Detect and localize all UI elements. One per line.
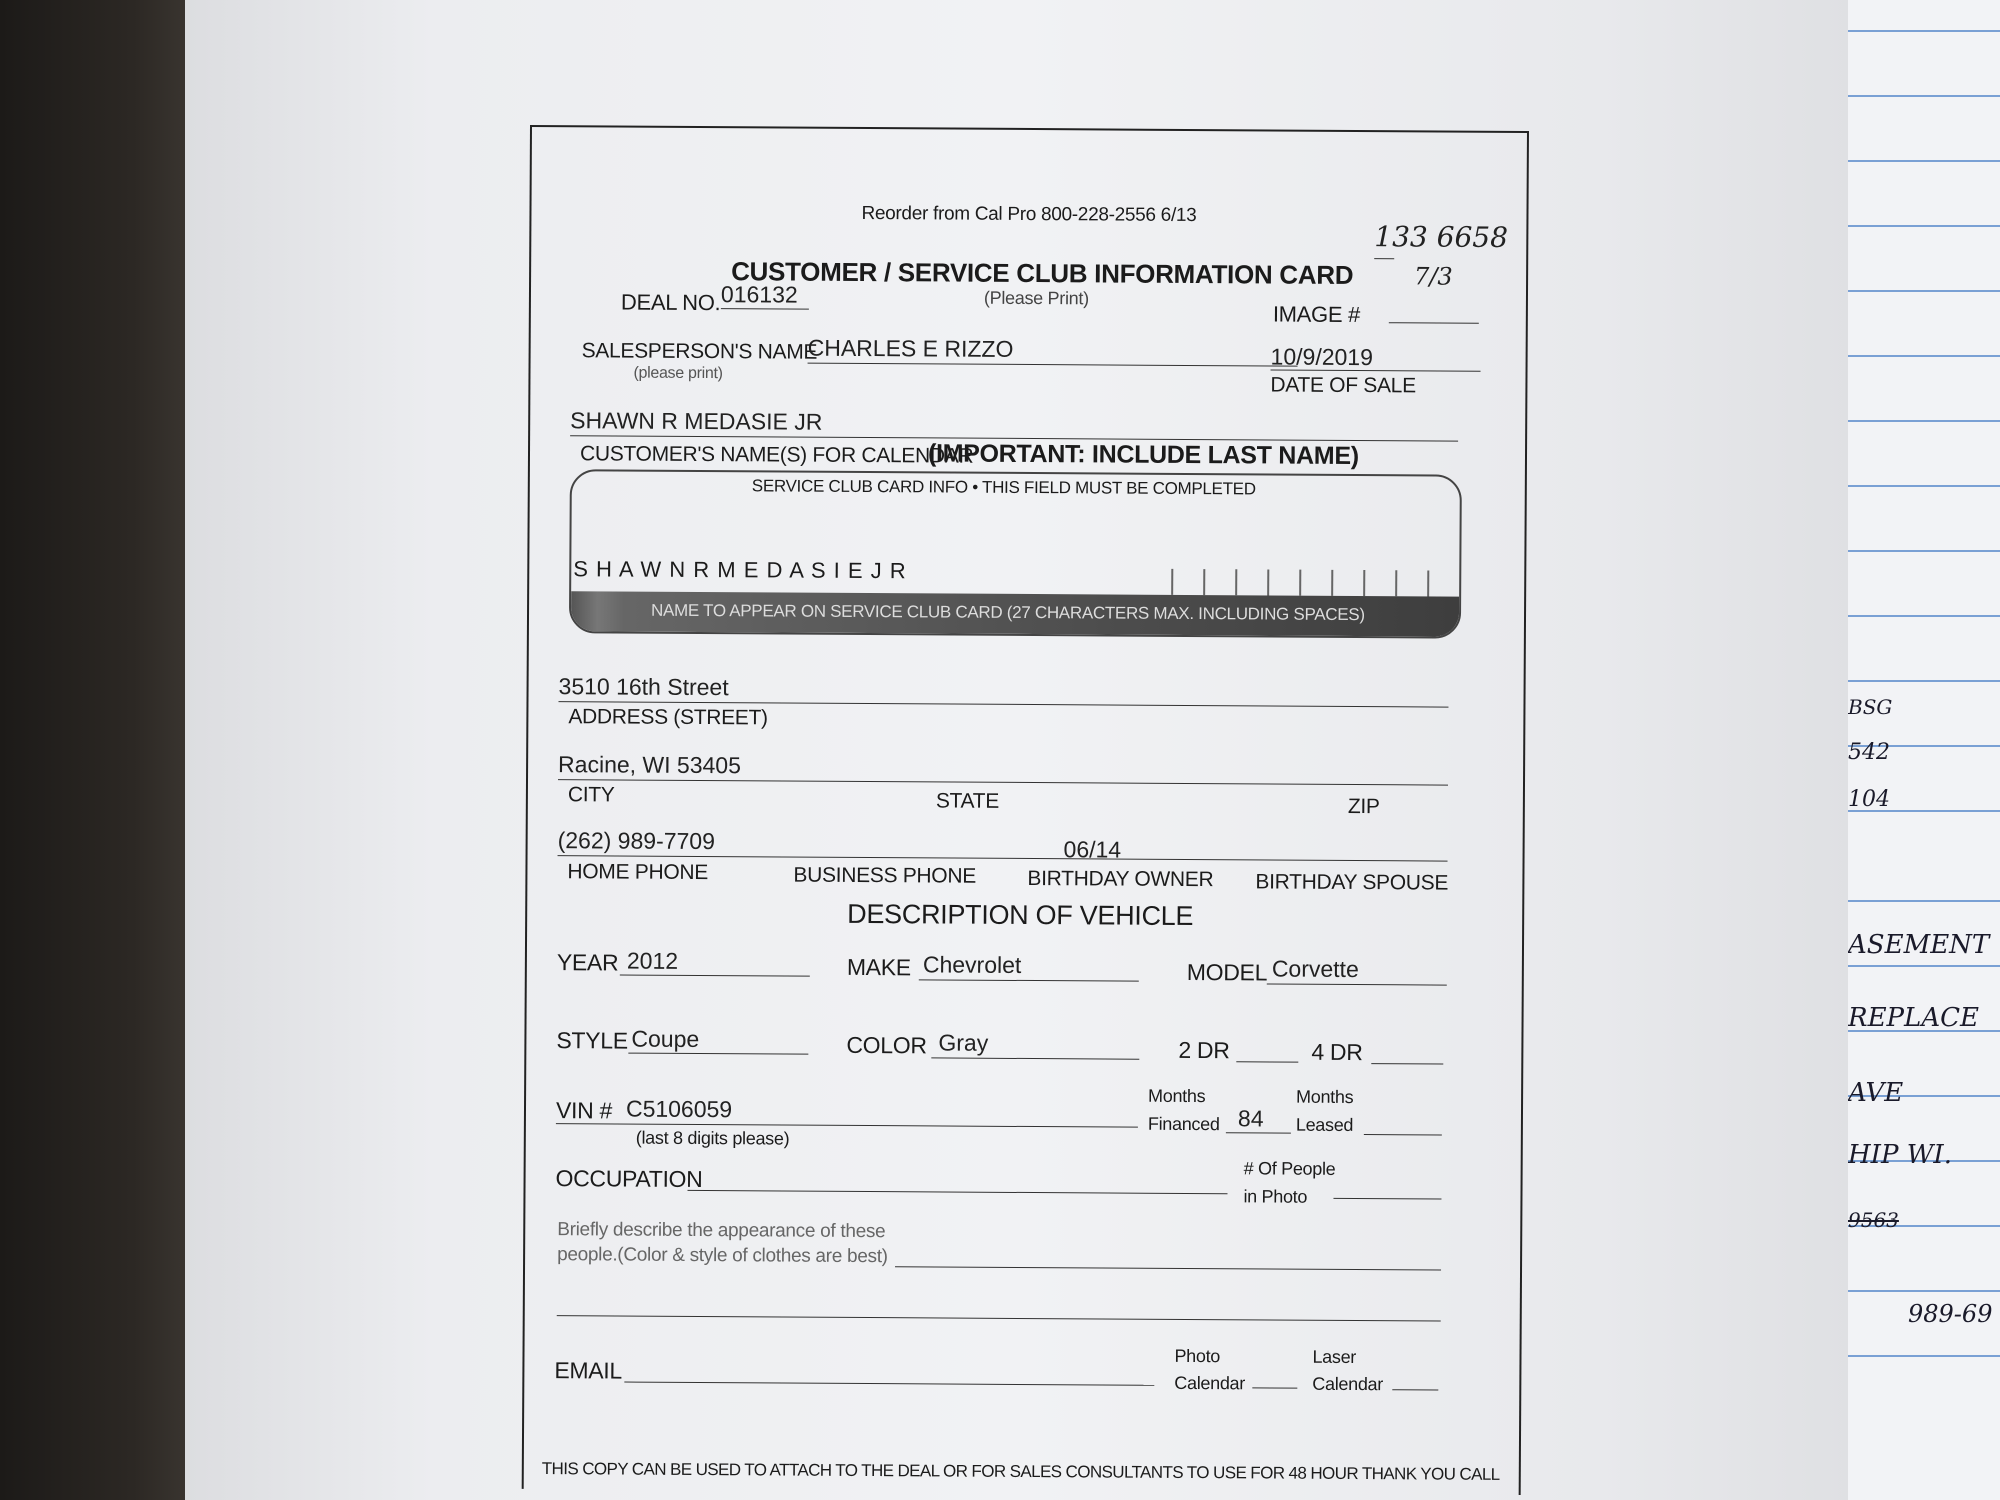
zip-label: ZIP <box>1347 794 1380 819</box>
birthday-owner-label: BIRTHDAY OWNER <box>1027 867 1214 892</box>
notebook-scribble: 989-69 <box>1908 1300 1993 1328</box>
card-name-characters: S H A W N R M E D A S I E J R <box>573 556 907 584</box>
notebook-scribble: REPLACE <box>1848 1003 1979 1033</box>
state-label: STATE <box>935 789 1000 813</box>
style-value: Coupe <box>631 1025 700 1052</box>
home-phone-value: (262) 989-7709 <box>557 827 716 855</box>
photo-label: Photo <box>1174 1345 1221 1367</box>
customer-name-label: CUSTOMER'S NAME(S) FOR CALENDAR <box>579 442 974 468</box>
notebook-scribble: BSG <box>1848 695 1893 719</box>
vin-value: C5106059 <box>625 1095 733 1123</box>
card-name-bar <box>571 591 1459 636</box>
make-label: MAKE <box>846 953 911 981</box>
photo-calendar-label: Calendar <box>1174 1372 1246 1394</box>
handwritten-page: 7/3 <box>1414 262 1453 291</box>
dark-background <box>0 0 190 1500</box>
leased-label: Leased <box>1295 1114 1354 1135</box>
notebook-scribble: 9563 <box>1848 1208 1899 1232</box>
style-label: STYLE <box>556 1027 628 1054</box>
date-of-sale-label: DATE OF SALE <box>1270 373 1416 398</box>
describe-line-1: Briefly describe the appearance of these <box>557 1219 886 1243</box>
business-phone-label: BUSINESS PHONE <box>793 863 977 888</box>
deal-no-value: 016132 <box>720 281 798 308</box>
occupation-label: OCCUPATION <box>555 1165 703 1193</box>
notebook-scribble: AVE <box>1848 1078 1904 1108</box>
notebook-scribble: ASEMENT <box>1848 930 1990 960</box>
vin-label: VIN # <box>555 1097 613 1124</box>
color-label: COLOR <box>846 1031 927 1059</box>
color-value: Gray <box>938 1029 989 1056</box>
laser-label: Laser <box>1312 1346 1357 1368</box>
people-label: # Of People <box>1243 1158 1336 1179</box>
model-label: MODEL <box>1186 958 1268 986</box>
form-title: CUSTOMER / SERVICE CLUB INFORMATION CARD <box>731 256 1354 290</box>
vehicle-heading: DESCRIPTION OF VEHICLE <box>847 898 1194 932</box>
customer-name-value: SHAWN R MEDASIE JR <box>570 407 823 435</box>
date-of-sale-value: 10/9/2019 <box>1270 343 1374 371</box>
year-label: YEAR <box>556 949 619 976</box>
reorder-note: Reorder from Cal Pro 800-228-2556 6/13 <box>861 202 1197 227</box>
email-label: EMAIL <box>554 1357 623 1384</box>
handwritten-number: 133 6658 <box>1374 220 1509 254</box>
city-label: CITY <box>567 783 615 807</box>
city-state-zip-value: Racine, WI 53405 <box>558 751 742 779</box>
salesperson-label: SALESPERSON'S NAME <box>581 339 818 364</box>
deal-no-label: DEAL NO. <box>620 289 721 316</box>
image-label: IMAGE # <box>1272 301 1361 328</box>
in-photo-label: in Photo <box>1243 1186 1308 1207</box>
notebook-page <box>1848 0 2000 1500</box>
birthday-owner-value: 06/14 <box>1063 836 1122 863</box>
notebook-scribble: 104 <box>1848 787 1890 812</box>
make-value: Chevrolet <box>922 951 1022 978</box>
model-value: Corvette <box>1271 955 1359 983</box>
please-print-note: (Please Print) <box>983 287 1089 309</box>
service-club-card-box <box>569 469 1462 638</box>
home-phone-label: HOME PHONE <box>567 860 709 885</box>
year-value: 2012 <box>626 947 679 974</box>
vin-sub: (last 8 digits please) <box>635 1127 790 1149</box>
two-door-label: 2 DR <box>1178 1036 1230 1064</box>
footer-note: THIS COPY CAN BE USED TO ATTACH TO THE DEAL OR FOR SALES CONSULTANTS TO USE FOR 48 HOUR THANK YOU CALL <box>541 1459 1500 1484</box>
salesperson-value: CHARLES E RIZZO <box>807 334 1014 362</box>
months-leased-label-top: Months <box>1296 1086 1354 1107</box>
months-financed-value: 84 <box>1237 1105 1264 1132</box>
four-door-label: 4 DR <box>1311 1038 1363 1066</box>
laser-calendar-label: Calendar <box>1312 1373 1384 1395</box>
customer-info-card <box>522 125 1529 1495</box>
important-note: (IMPORTANT: INCLUDE LAST NAME) <box>927 439 1359 471</box>
describe-line-2: people.(Color & style of clothes are best) <box>557 1244 888 1268</box>
financed-label: Financed <box>1147 1113 1220 1135</box>
address-value: 3510 16th Street <box>558 673 729 701</box>
salesperson-sub: (please print) <box>633 364 723 383</box>
notebook-scribble: HIP WI. <box>1848 1140 1952 1170</box>
birthday-spouse-label: BIRTHDAY SPOUSE <box>1255 870 1449 895</box>
address-label: ADDRESS (STREET) <box>568 705 768 730</box>
months-financed-label-top: Months <box>1148 1085 1206 1107</box>
card-info-label: SERVICE CLUB CARD INFO • THIS FIELD MUST BE COMPLETED <box>751 476 1256 499</box>
notebook-scribble: 542 <box>1848 740 1890 765</box>
card-bar-text: NAME TO APPEAR ON SERVICE CLUB CARD (27 CHARACTERS MAX. INCLUDING SPACES) <box>650 600 1365 625</box>
